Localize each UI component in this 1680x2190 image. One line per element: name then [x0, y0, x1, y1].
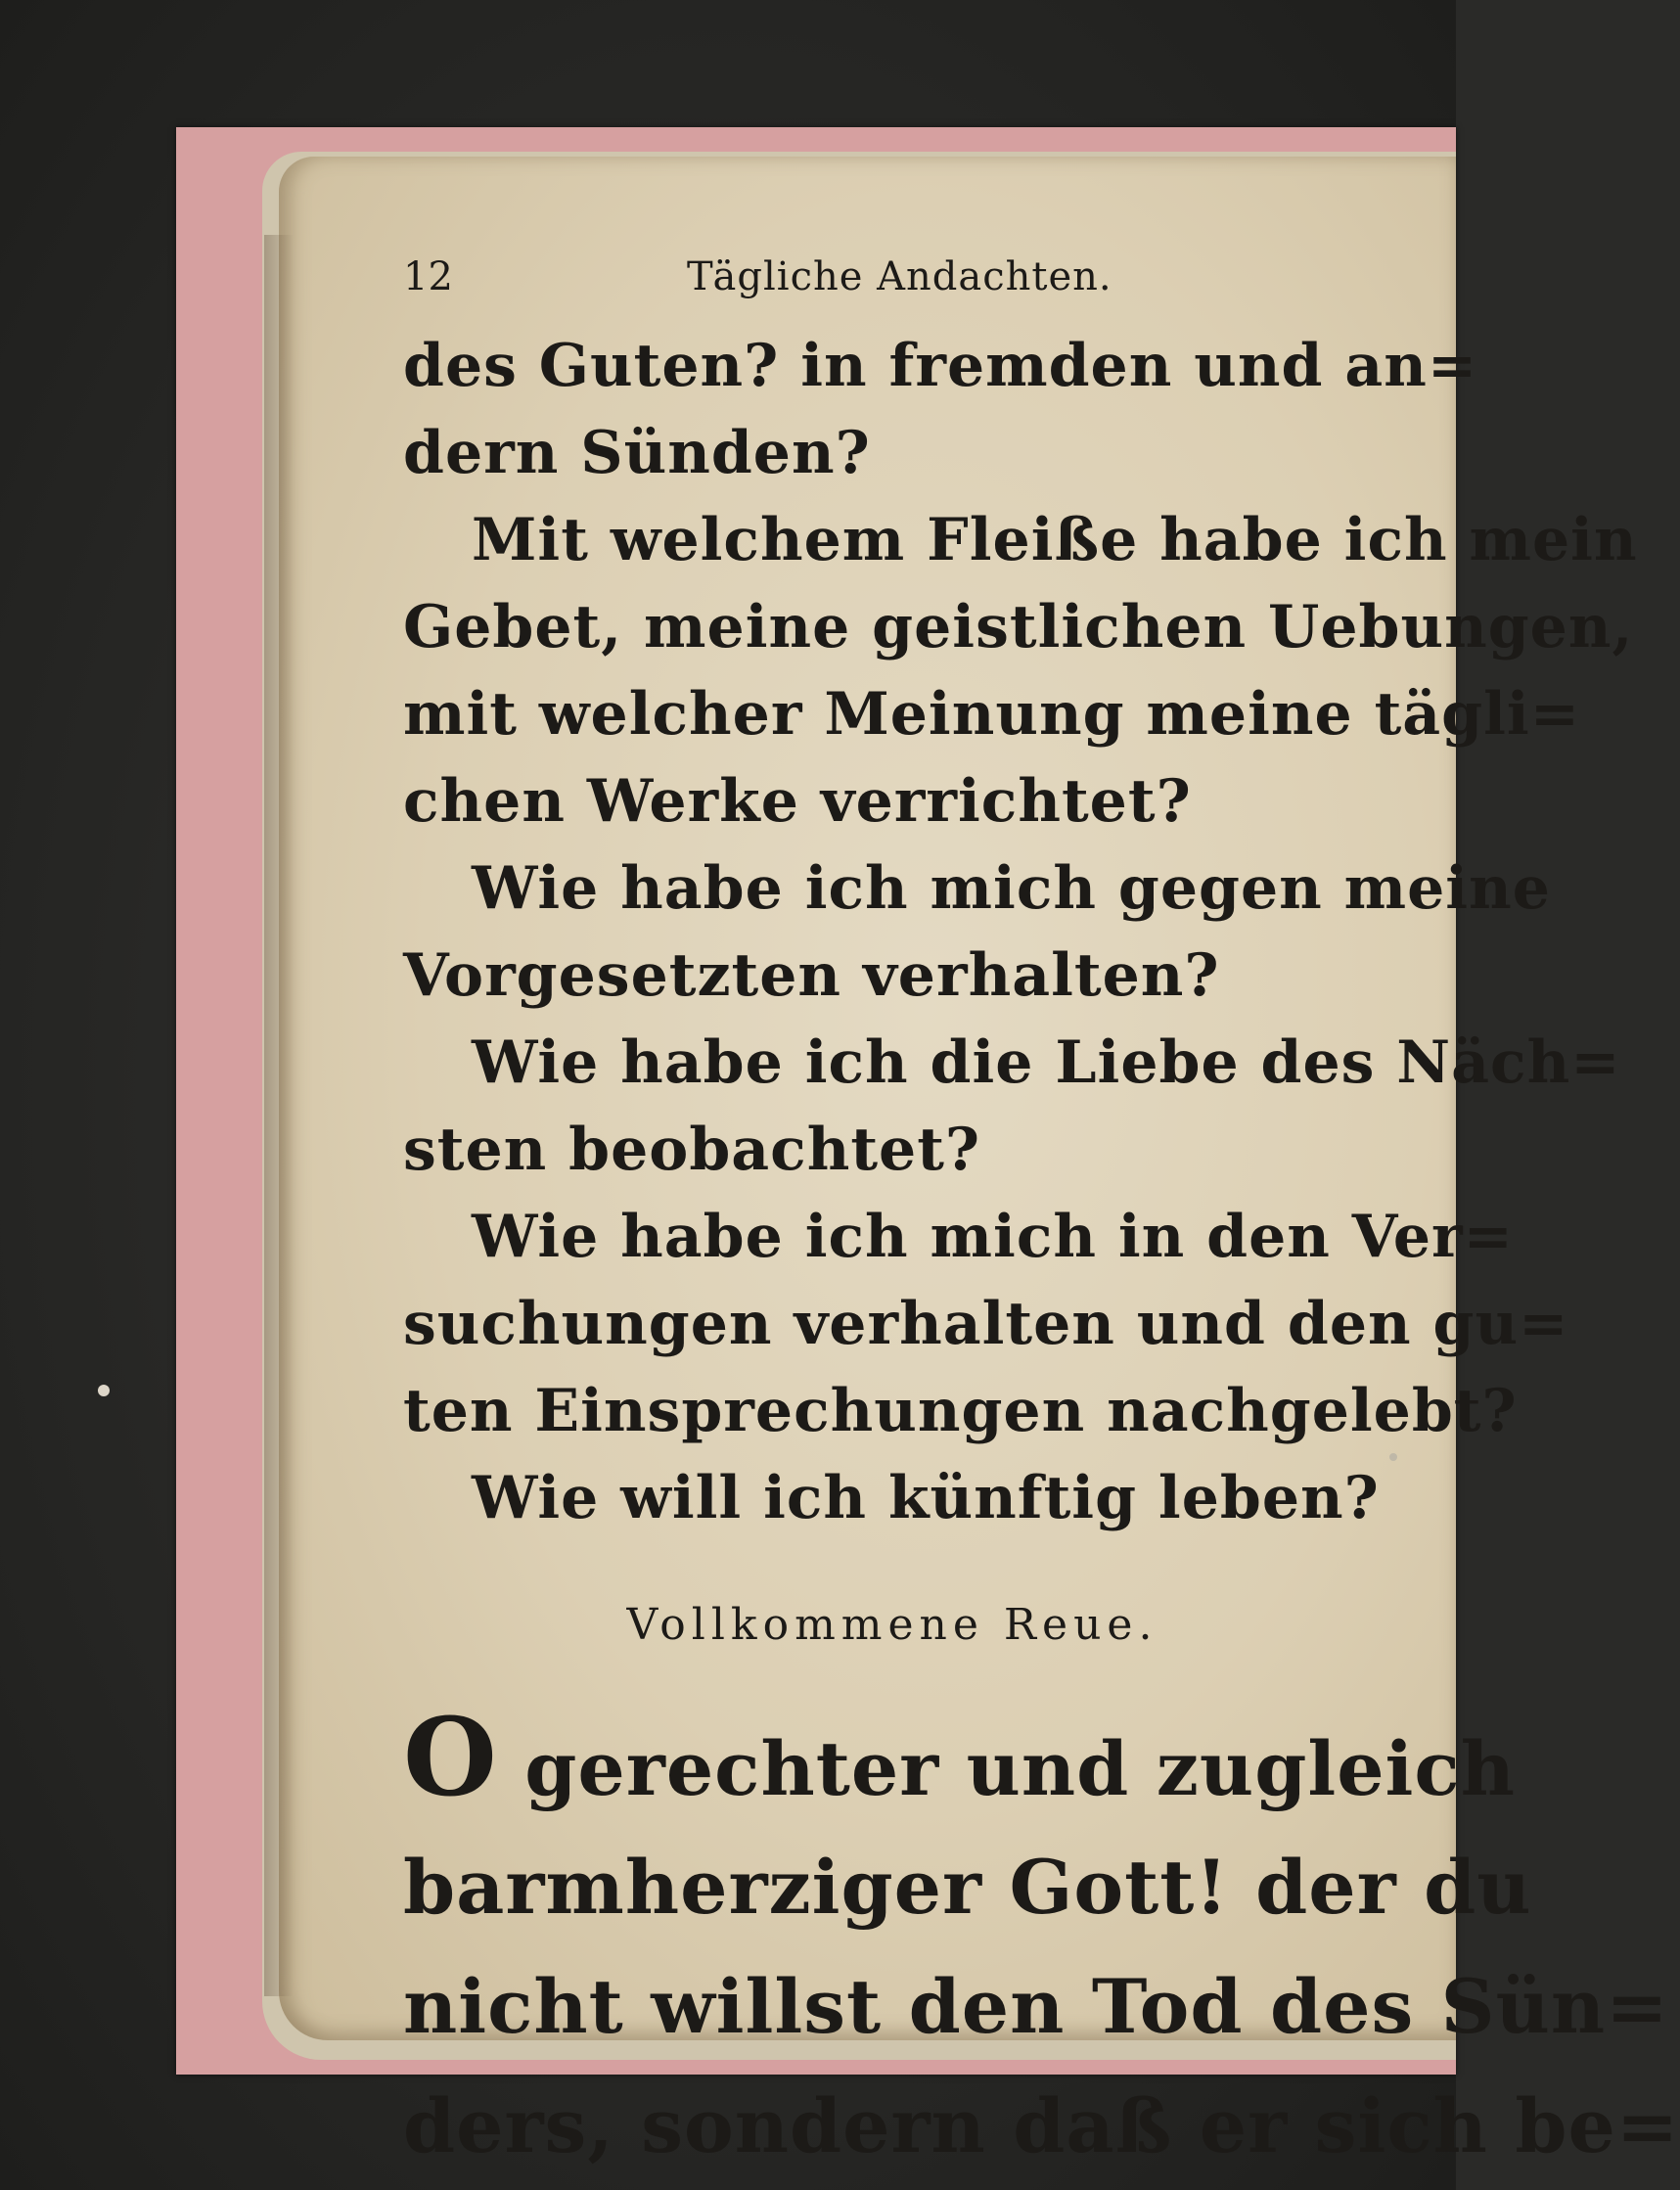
text-line: Wie habe ich die Liebe des Näch=	[472, 1028, 1621, 1097]
text-line-large: barmherziger Gott! der du	[403, 1844, 1532, 1931]
text-line: Vorgesetzten verhalten?	[403, 941, 1220, 1010]
gutter-shadow	[264, 235, 294, 1996]
text-line-large: nicht willst den Tod des Sün=	[403, 1963, 1669, 2050]
text-line-large: ders, sondern daß er sich be=	[403, 2082, 1680, 2169]
dust-speck	[1389, 1453, 1397, 1461]
text-line: des Guten? in fremden und an=	[403, 332, 1478, 400]
text-line: sten beobachtet?	[403, 1116, 981, 1184]
initial-letter: O	[403, 1694, 498, 1820]
text-line: Wie will ich künftig leben?	[472, 1464, 1380, 1532]
page-header	[403, 245, 1382, 323]
first-line-text: gerechter und zugleich	[497, 1725, 1516, 1812]
page-number: 12	[403, 254, 453, 299]
text-line: dern Sünden?	[403, 419, 871, 487]
text-line: Wie habe ich mich gegen meine	[472, 854, 1551, 923]
dust-speck	[98, 1385, 110, 1396]
text-line-large	[403, 1694, 1516, 1828]
section-title: Vollkommene Reue.	[626, 1600, 1158, 1650]
running-head: Tägliche Andachten.	[687, 254, 1112, 299]
text-line: suchungen verhalten und den gu=	[403, 1290, 1569, 1358]
page-text	[403, 245, 1680, 2186]
text-line: Gebet, meine geistlichen Uebungen,	[403, 593, 1634, 662]
text-line: chen Werke verrichtet?	[403, 767, 1192, 836]
text-line: Wie habe ich mich in den Ver=	[472, 1203, 1514, 1271]
text-line: mit welcher Meinung meine tägli=	[403, 680, 1580, 749]
text-line: ten Einsprechungen nachgelebt?	[403, 1377, 1518, 1445]
text-line: Mit welchem Fleiße habe ich mein	[472, 506, 1638, 574]
